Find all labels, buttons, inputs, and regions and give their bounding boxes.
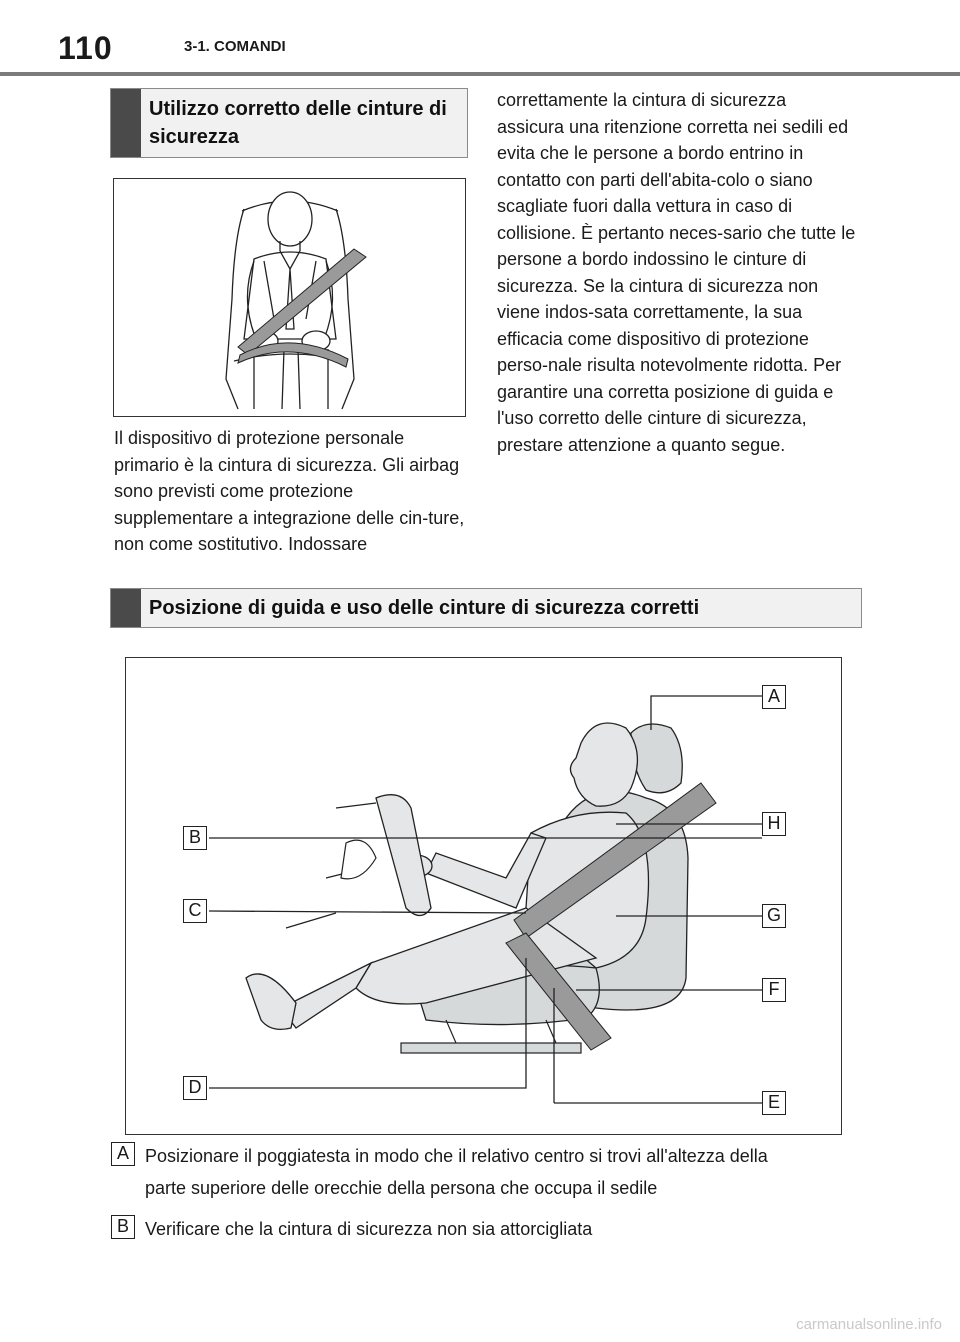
front-view-illustration [114, 179, 465, 416]
callout-f: F [762, 978, 786, 1002]
note-letter-b: B [111, 1215, 135, 1239]
callout-a: A [762, 685, 786, 709]
note-text-b: Verificare che la cintura di sicurezza non sia attorcigliata [145, 1219, 593, 1239]
heading-accent-bar [111, 89, 141, 157]
page-number: 110 [58, 30, 113, 66]
figure-driving-position [125, 657, 842, 1135]
header-divider [0, 72, 960, 76]
callout-d: D [183, 1076, 207, 1100]
driver-side-view-illustration [126, 658, 841, 1134]
callout-b: B [183, 826, 207, 850]
note-text-a-line1: Posizionare il poggiatesta in modo che il relativo centro si trovi all'altezza della [145, 1146, 768, 1166]
section-label: 3-1. COMANDI [184, 38, 286, 55]
note-letter-a: A [111, 1142, 135, 1166]
note-item-a [111, 1140, 851, 1204]
note-item-b [111, 1213, 851, 1245]
callout-h: H [762, 812, 786, 836]
watermark: carmanualsonline.info [796, 1316, 942, 1333]
section-heading-text: Utilizzo corretto delle cinture di sicurezza [149, 98, 447, 148]
callout-c: C [183, 899, 207, 923]
section-heading-text: Posizione di guida e uso delle cinture di sicurezza corretti [149, 597, 700, 619]
heading-accent-bar [111, 589, 141, 627]
callout-e: E [762, 1091, 786, 1115]
section-heading-seatbelt-use [110, 88, 468, 158]
paragraph-left: Il dispositivo di protezione personale primario è la cintura di sicurezza. Gli airbag sono previsti come protezione supplementare a integrazione delle cin-ture, non come sostitutivo. Indossare [114, 428, 465, 554]
callout-g: G [762, 904, 786, 928]
paragraph-right: correttamente la cintura di sicurezza assicura una ritenzione corretta nei sedili ed evita che le persone a bordo entrino in contatto con parti dell'abita-colo o siano scagliate fuori dalla vettura in caso di collisione. È pertanto neces-sario che tutte le persone a bordo indossino le cinture di sicurezza. Se la cintura di sicurezza non viene indos-sata correttamente, la sua efficacia come dispositivo di protezione perso-nale risulta notevolmente ridotta. Per garantire una corretta posizione di guida e l'uso corretto delle cinture di sicurezza, prestare attenzione a quanto segue. [497, 90, 856, 455]
section-heading-driving-position [110, 588, 862, 628]
note-text-a-line2: parte superiore delle orecchie della persona che occupa il sedile [145, 1178, 658, 1198]
figure-front-view [113, 178, 466, 417]
